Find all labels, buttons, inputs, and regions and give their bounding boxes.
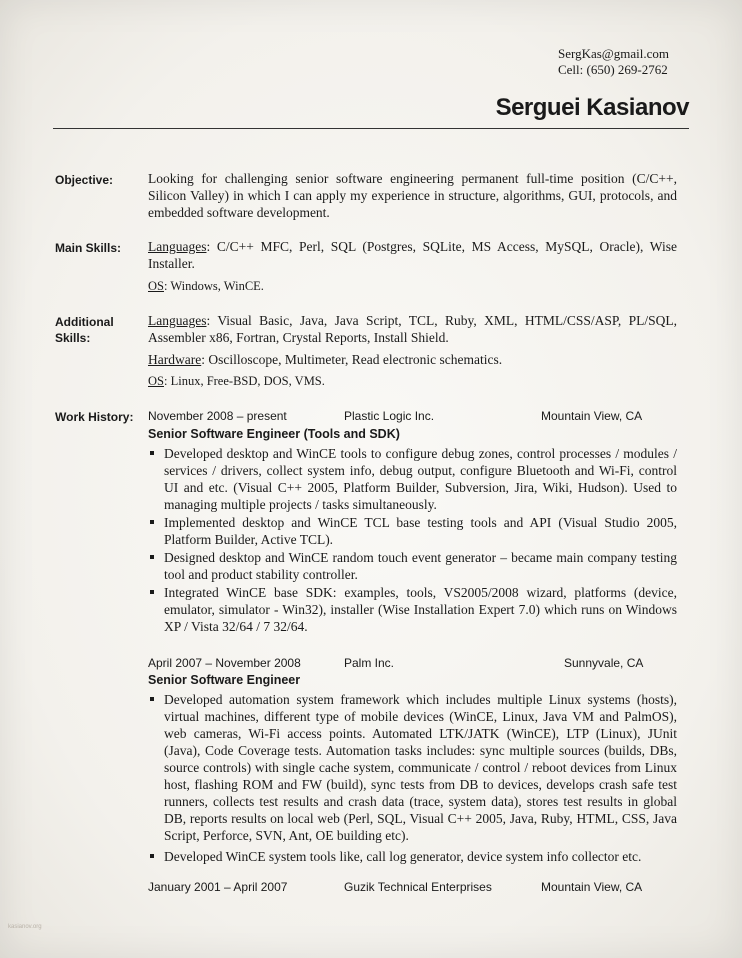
job-title: Senior Software Engineer (148, 673, 301, 687)
languages-heading: Languages (148, 239, 207, 254)
job-header (148, 409, 677, 425)
additional-languages (148, 312, 677, 346)
job-header (148, 880, 677, 896)
additional-skills-label (55, 314, 114, 346)
os-heading: OS (148, 279, 164, 293)
additional-skills-block (148, 312, 677, 390)
job-location: Sunnyvale, CA (564, 656, 644, 670)
list-item: Integrated WinCE base SDK: examples, tools, VS2005/2008 wizard, platforms (device, emulator, simulator - Win32), installer (Wise Installation Expert 7.0) which runs on Windows XP / Vista 32/64 / 7 32/64. (148, 584, 677, 635)
candidate-name: Serguei Kasianov (495, 94, 689, 121)
languages-heading: Languages (148, 313, 207, 328)
languages-list: : C/C++ MFC, Perl, SQL (Postgres, SQLite, MS Access, MySQL, Oracle), Wise Installer. (148, 239, 677, 271)
job-bullets (148, 691, 677, 866)
header-divider (53, 128, 689, 129)
watermark: kasianov.org (8, 924, 42, 930)
main-skills-block (148, 238, 677, 295)
job-dates: November 2008 – present (148, 409, 287, 423)
additional-label-line1: Additional (55, 315, 114, 329)
list-item: Designed desktop and WinCE random touch event generator – became main company testing tool and product stability controller. (148, 549, 677, 583)
os-list: : Linux, Free-BSD, DOS, VMS. (163, 374, 325, 388)
job-company: Guzik Technical Enterprises (344, 880, 492, 894)
objective-label: Objective: (55, 173, 114, 187)
main-skills-languages (148, 238, 677, 272)
additional-os (148, 373, 677, 390)
list-item: Developed WinCE system tools like, call log generator, device system info collector etc. (148, 848, 677, 865)
objective-text (148, 170, 677, 221)
job-title: Senior Software Engineer (Tools and SDK) (148, 427, 400, 441)
job-dates: January 2001 – April 2007 (148, 880, 288, 894)
list-item: Developed desktop and WinCE tools to configure debug zones, control processes / modules / services / drivers, collect system info, debug output, configure Bluetooth and Wi-Fi, control UI and etc. (Visual C++ 2005, Platform Builder, Subversion, Jira, Wiki, Hudson). Used to managing multiple projects / tasks simultaneously. (148, 445, 677, 513)
email: SergKas@gmail.com (557, 46, 669, 61)
main-skills-os (148, 278, 677, 295)
hardware-list: : Oscilloscope, Multimeter, Read electronic schematics. (201, 352, 503, 367)
job-header (148, 656, 677, 672)
job-company: Plastic Logic Inc. (344, 409, 435, 423)
os-list: : Windows, WinCE. (163, 279, 264, 293)
list-item: Implemented desktop and WinCE TCL base testing tools and API (Visual Studio 2005, Platform Builder, Active TCL). (148, 514, 677, 548)
additional-hardware (148, 351, 677, 368)
list-item: Developed automation system framework which includes multiple Linux systems (hosts), virtual machines, different type of mobile devices (WinCE, Linux, Java VM and PalmOS), web cameras, Wi-Fi access points. Automated LTK/JATK (WinCE), LTP (Linux), JUnit (Java), Code Coverage tests. Automation tasks includes: sync multiple sources (builds, DBs, source controls) with single cache system, communicate / control / reboot devices from Linux host, flashing ROM and FW (build), sync tests from DB to devices, develops crash safe test runners, collects test results and crash data (trace, system data), stores test results in global DB, reports results on local web (Perl, SQL, Visual C++ 2005, Java, Ruby, HTML, CSS, Java Script, Perforce, SVN, Ant, OE building etc). (148, 691, 677, 844)
job-location: Mountain View, CA (541, 880, 643, 894)
objective-paragraph: Looking for challenging senior software engineering permanent full-time position (C/C++, Silicon Valley) in which I can apply my experience in structure, algorithms, GUI, protocols, and embedded software development. (148, 171, 677, 220)
main-skills-label: Main Skills: (55, 241, 122, 255)
hardware-heading: Hardware (148, 352, 202, 367)
job-dates: April 2007 – November 2008 (148, 656, 301, 670)
languages-list: : Visual Basic, Java, Java Script, TCL, Ruby, XML, HTML/CSS/ASP, PL/SQL, Assembler x86, Fortran, Crystal Reports, Install Shield. (148, 313, 677, 345)
additional-label-line2: Skills: (55, 331, 91, 345)
contact-info (558, 46, 669, 78)
phone: Cell: (650) 269-2762 (557, 62, 668, 77)
job-company: Palm Inc. (344, 656, 395, 670)
job-location: Mountain View, CA (541, 409, 643, 423)
os-heading: OS (148, 374, 164, 388)
job-bullets (148, 445, 677, 636)
work-history-label: Work History: (55, 410, 134, 424)
